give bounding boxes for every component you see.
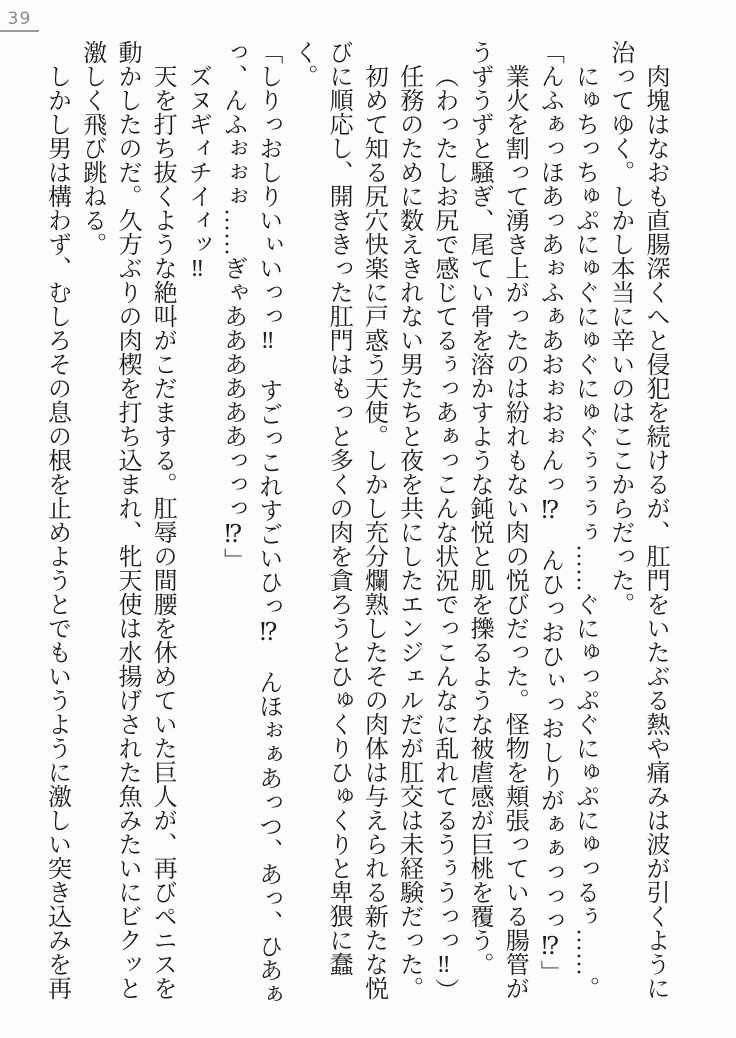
paragraph-sfx: ズヌギィチイィッ‼ [184,64,211,282]
paragraph: 初めて知る尻穴快楽に戸惑う天使。しかし充分爛熟したその肉体は与えられる新たな悦びに順応し、開ききった肛門はもっと多くの肉を貪ろうとひゅくりひゅくりと卑猥に蠢く。 [289,40,387,1000]
paragraph: 肉塊はなおも直腸深くへと侵犯を続けるが、肛門をいたぶる熱や痛みは波が引くように治ってゆく。しかし本当に辛いのはここからだった。 [606,40,668,1000]
paragraph-dialogue: 「しりっおしりいぃいっっ‼ すごっこれすごいひっ⁉ んほぉぁあっつ、あっ、ひあぁっ、んふぉぉぉ……ぎゃああああああっっっ⁉」 [219,40,281,1006]
paragraph: 任務のために数えきれない男たちと夜を共にしたエンジェルだが肛交は未経験だった。 [395,64,422,1000]
paragraph: にゅちっちゅぷにゅぐにゅぐにゅぐぅぅぅぅ……ぐにゅっぷぐにゅぷにゅっるぅ……。 [571,64,598,1000]
page-number-text: 39 [7,9,32,29]
vertical-text-block [43,40,672,1012]
paragraph-thought: （わったしお尻で感じてるぅっあぁっこんな状況でっこんなに乱れてるうぅうっっ‼） [430,64,457,1002]
paragraph: しかし男は構わず、むしろその息の根を止めようとでもいうように激しい突き込みを再 [43,64,70,1000]
page-number [0,9,39,32]
paragraph-dialogue: 「んふぁっほあっあぉふぁあおぉおぉんっ⁉ んひっおひぃっおしりがぁぁっっっ⁉」 [536,40,563,984]
paragraph: 天を打ち抜くような絶叫がこだまする。肛辱の間腰を休めていた巨人が、再びペニスを動かしたのだ。久方ぶりの肉楔を打ち込まれ、牝天使は水揚げされた魚みたいにビクッと激しく飛び跳ねる。 [78,40,176,1000]
paragraph: 業火を割って湧き上がったのは紛れもない肉の悦びだった。怪物を頬張っている腸管がうずうずと騒ぎ、尾てい骨を溶かすような鈍悦と肌を擽るような被虐感が巨桃を覆う。 [465,40,528,1000]
